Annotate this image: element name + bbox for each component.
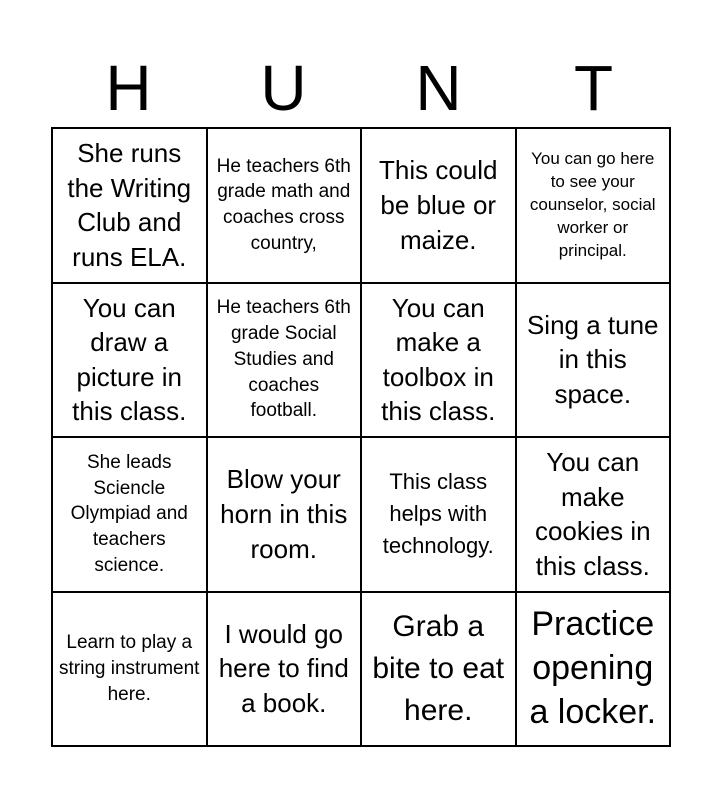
bingo-cell-r1c1[interactable] [53,129,208,284]
header-letter-t: T [573,52,614,124]
cell-text: Sing a tune in this space. [526,309,659,410]
bingo-cell-r4c1[interactable] [53,593,208,748]
bingo-cell-r4c4[interactable] [517,593,672,748]
bingo-cell-r4c2[interactable] [208,593,363,748]
bingo-cell-r1c2[interactable] [208,129,363,284]
cell-text: Blow your horn in this room. [220,464,348,564]
cell-text: I would go here to find a book. [218,618,349,719]
bingo-cell-r2c2[interactable] [208,284,363,439]
cell-text: You can make a toolbox in this class. [381,292,496,427]
cell-text: Grab a bite to eat here. [372,610,505,727]
bingo-cell-r3c2[interactable] [208,438,363,593]
cell-text: She leads Sciencle Olympiad and teachers science. [70,451,188,576]
cell-text: This could be blue or maize. [379,155,498,255]
bingo-board [51,127,671,747]
bingo-cell-r2c1[interactable] [53,284,208,439]
bingo-cell-r2c4[interactable] [517,284,672,439]
header-letter-n: N [415,52,462,124]
cell-text: You can make cookies in this class. [534,447,651,581]
bingo-header [51,48,671,128]
cell-text: She runs the Writing Club and runs ELA. [67,138,192,272]
bingo-cell-r3c3[interactable] [362,438,517,593]
bingo-cell-r2c3[interactable] [362,284,517,439]
cell-text: He teachers 6th grade math and coaches cross country, [216,155,351,255]
cell-text: You can go here to see your counselor, social worker or principal. [529,148,656,260]
bingo-cell-r3c1[interactable] [53,438,208,593]
cell-text: Learn to play a string instrument here. [59,632,200,705]
header-letter-h: H [105,52,152,124]
bingo-cell-r1c3[interactable] [362,129,517,284]
bingo-cell-r1c4[interactable] [517,129,672,284]
bingo-cell-r3c4[interactable] [517,438,672,593]
header-letter-u: U [260,52,307,124]
cell-text: He teachers 6th grade Social Studies and coaches football. [216,297,351,422]
bingo-cell-r4c3[interactable] [362,593,517,748]
cell-text: This class helps with technology. [382,469,494,559]
cell-text: Practice opening a locker. [529,604,657,731]
cell-text: You can draw a picture in this class. [72,292,187,427]
